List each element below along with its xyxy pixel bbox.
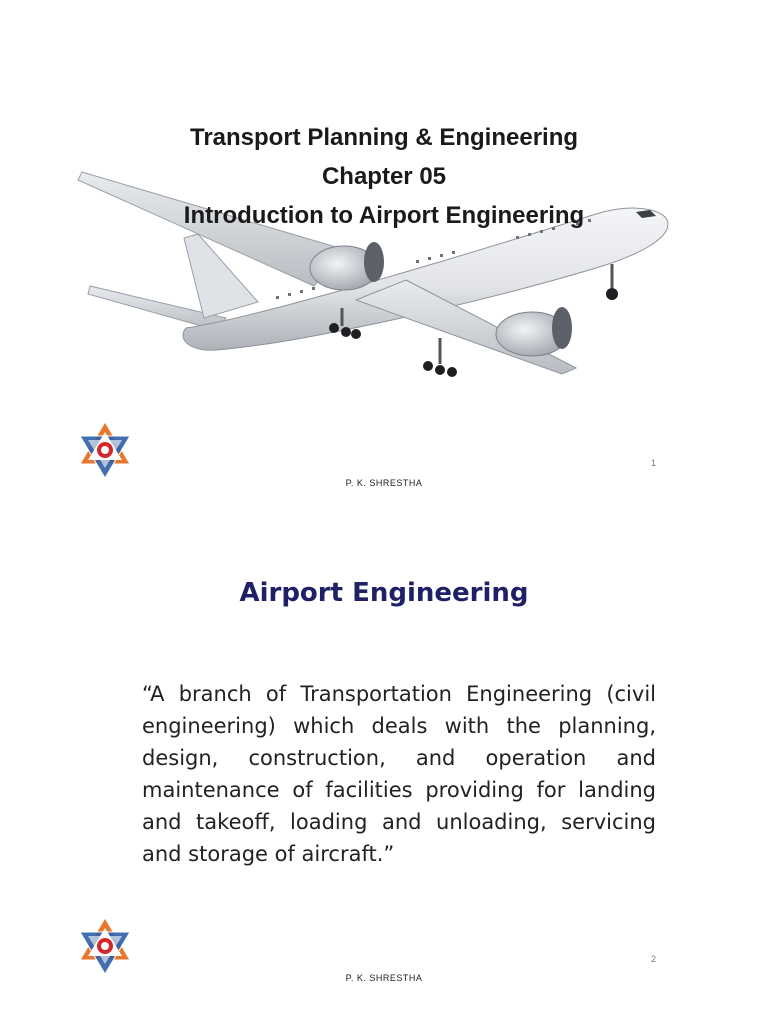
definition-quote: “A branch of Transportation Engineering (civil engineering) which deals with the planning, design, construction, and operation and maintenance of facilities providing for landing and takeoff, loading and unloading, servicing and storage of aircraft.” (142, 682, 656, 866)
author-footer: P. K. SHRESTHA (345, 478, 423, 488)
slide-1-title-block (0, 118, 768, 235)
slide-2 (0, 512, 768, 1024)
star-of-david-emblem-icon (78, 420, 132, 480)
chapter-subtitle: Introduction to Airport Engineering (183, 202, 585, 229)
course-title: Transport Planning & Engineering (189, 124, 579, 151)
chapter-title: Chapter 05 (321, 163, 447, 190)
slide-heading: Airport Engineering (239, 578, 529, 608)
author-footer: P. K. SHRESTHA (345, 973, 423, 983)
star-of-david-emblem-icon (78, 916, 132, 976)
page-number: 1 (650, 458, 656, 468)
page-number: 2 (650, 954, 656, 964)
